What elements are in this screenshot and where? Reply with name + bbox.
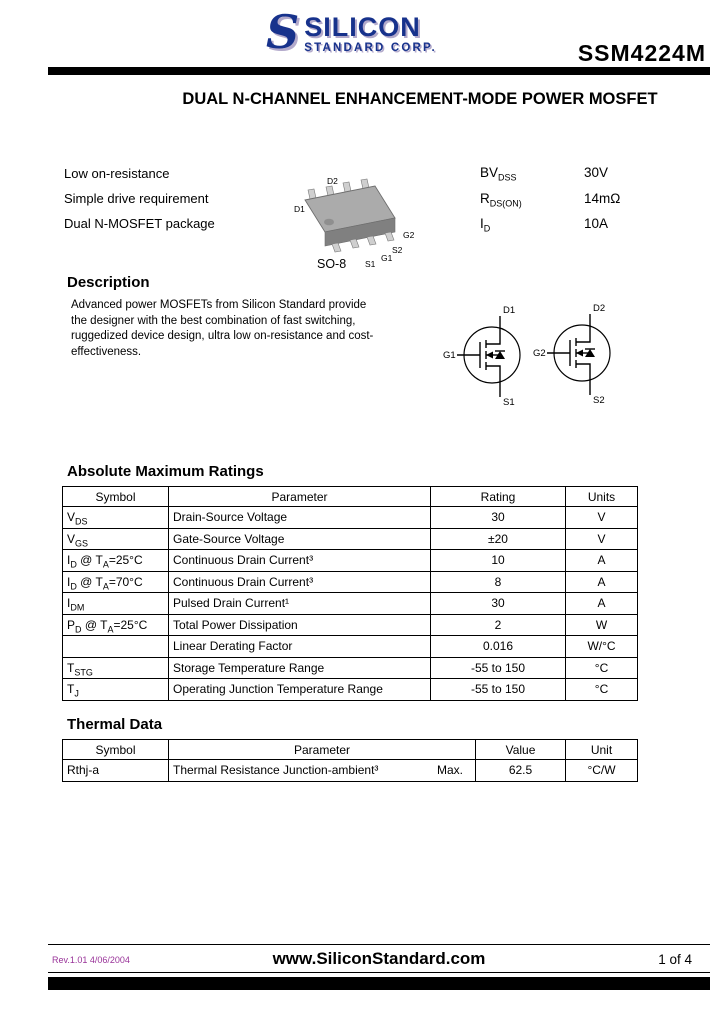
units-cell: A — [566, 550, 638, 572]
symbol-cell: $I_{DM}$ — [63, 593, 169, 615]
column-header-rating: Rating — [431, 487, 566, 507]
symbol-cell: $P_D$ @ $T_A=25^\circ C$ — [63, 614, 169, 636]
units-cell: V — [566, 507, 638, 529]
column-header-value: Value — [476, 740, 566, 760]
rating-cell: 0.016 — [431, 636, 566, 658]
spec-value: 14mΩ — [584, 190, 621, 206]
key-specs — [480, 165, 620, 242]
mosfet-drain-label: D1 — [503, 305, 516, 316]
symbol-cell: Rthj-a — [63, 760, 169, 782]
package-name-label: SO-8 — [317, 257, 347, 271]
spec-symbol-sub: D — [483, 223, 491, 234]
rating-cell: 30 — [431, 507, 566, 529]
units-cell: °C — [566, 657, 638, 679]
website-text: www.SiliconStandard.com — [272, 949, 486, 968]
table-header-row — [63, 487, 638, 507]
mosfet-source-label: S2 — [593, 395, 605, 406]
parameter-cell: Total Power Dissipation — [169, 614, 431, 636]
spec-symbol: $R_{DS(ON)}$ — [480, 190, 522, 209]
symbol-cell: $V_{DS}$ — [63, 507, 169, 529]
units-cell: °C — [566, 679, 638, 701]
rating-cell: -55 to 150 — [431, 657, 566, 679]
footer — [48, 944, 710, 973]
key-spec-row — [480, 191, 620, 207]
revision-text: Rev.1.01 4/06/2004 — [52, 955, 130, 965]
pin-label-g1: G1 — [381, 253, 393, 263]
symbol-cell: $I_D$ @ $T_A=70^\circ C$ — [63, 571, 169, 593]
thermal-row — [63, 760, 638, 782]
abs-max-heading: Absolute Maximum Ratings — [67, 463, 264, 480]
description-heading: Description — [67, 274, 150, 291]
parameter-cell: Continuous Drain Current³ — [169, 550, 431, 572]
mosfet-source-label: S1 — [503, 397, 515, 408]
pin-label-d2: D2 — [327, 176, 338, 186]
pin-label-d1: D1 — [294, 204, 305, 214]
units-cell: A — [566, 593, 638, 615]
mosfet-gate-label: G2 — [533, 348, 546, 359]
description-body: Advanced power MOSFETs from Silicon Standard provide the designer with the best combination of fast switching, ruggedized device design, ultra low on-resistance and cost-effectiveness. — [71, 299, 374, 358]
abs-max-row — [63, 636, 638, 658]
feature-item: Dual N-MOSFET package — [64, 216, 215, 231]
value-cell: 62.5 — [476, 760, 566, 782]
mosfet-symbol-1 — [442, 300, 542, 408]
thermal-data-table — [62, 739, 638, 782]
column-header-symbol: Symbol — [63, 740, 169, 760]
parameter-cell: Storage Temperature Range — [169, 657, 431, 679]
spec-symbol-sub: DSS — [498, 172, 517, 183]
mosfet-gate-label: G1 — [443, 350, 456, 361]
spec-value: 10A — [584, 216, 609, 231]
thermal-parameter: Thermal Resistance Junction-ambient³ — [173, 763, 379, 778]
units-cell: W/°C — [566, 636, 638, 658]
feature-item: Simple drive requirement — [64, 191, 209, 206]
logo-name: SILICON — [304, 12, 421, 42]
pin-label-g2: G2 — [403, 230, 415, 240]
unit-cell: °C/W — [566, 760, 638, 782]
symbol-cell: $T_{STG}$ — [63, 657, 169, 679]
thermal-heading: Thermal Data — [67, 716, 163, 733]
symbol-cell: $T_J$ — [63, 679, 169, 701]
abs-max-tbody — [63, 507, 638, 701]
spec-symbol: $I_D$ — [480, 216, 491, 234]
abs-max-row — [63, 657, 638, 679]
symbol-cell — [63, 636, 169, 658]
absolute-maximum-ratings-table — [62, 486, 638, 701]
parameter-cell: Operating Junction Temperature Range — [169, 679, 431, 701]
abs-max-row — [63, 571, 638, 593]
rating-cell: ±20 — [431, 528, 566, 550]
abs-max-row — [63, 507, 638, 529]
column-header-parameter: Parameter — [169, 487, 431, 507]
pin-label-s1: S1 — [365, 259, 376, 269]
rating-cell: -55 to 150 — [431, 679, 566, 701]
units-cell: A — [566, 571, 638, 593]
mosfet-symbol-2 — [532, 298, 632, 406]
parameter-cell: Gate-Source Voltage — [169, 528, 431, 550]
column-header-symbol: Symbol — [63, 487, 169, 507]
so8-package-image — [283, 170, 405, 262]
abs-max-row — [63, 593, 638, 615]
units-cell: W — [566, 614, 638, 636]
column-header-unit: Unit — [566, 740, 638, 760]
abs-max-row — [63, 528, 638, 550]
abs-max-row — [63, 614, 638, 636]
abs-max-row — [63, 679, 638, 701]
part-number: SSM4224M — [577, 40, 706, 66]
thermal-qualifier: Max. — [436, 763, 463, 778]
abs-max-row — [63, 550, 638, 572]
bottom-divider-rule — [48, 977, 710, 990]
rating-cell: 10 — [431, 550, 566, 572]
features-list — [64, 166, 215, 241]
rating-cell: 8 — [431, 571, 566, 593]
page-title: DUAL N-CHANNEL ENHANCEMENT-MODE POWER MOSFET — [182, 90, 658, 108]
parameter-cell: Linear Derating Factor — [169, 636, 431, 658]
page-number: 1 of 4 — [658, 952, 692, 967]
key-spec-row — [480, 216, 620, 232]
logo-subname: STANDARD CORP. — [304, 42, 437, 54]
parameter-cell — [169, 760, 476, 782]
symbol-cell: $V_{GS}$ — [63, 528, 169, 550]
spec-value: 30V — [584, 165, 609, 180]
silicon-logo-icon: S — [266, 5, 300, 59]
feature-item: Low on-resistance — [64, 166, 170, 181]
parameter-cell: Continuous Drain Current³ — [169, 571, 431, 593]
table-header-row — [63, 740, 638, 760]
column-header-units: Units — [566, 487, 638, 507]
units-cell: V — [566, 528, 638, 550]
parameter-cell: Drain-Source Voltage — [169, 507, 431, 529]
mosfet-drain-label: D2 — [593, 303, 606, 314]
spec-symbol-sub: DS(ON) — [489, 198, 522, 209]
rating-cell: 30 — [431, 593, 566, 615]
pin-label-s2: S2 — [392, 245, 403, 255]
symbol-cell: $I_D$ @ $T_A=25^\circ C$ — [63, 550, 169, 572]
parameter-cell: Pulsed Drain Current¹ — [169, 593, 431, 615]
rating-cell: 2 — [431, 614, 566, 636]
top-divider-rule — [48, 67, 710, 75]
column-header-parameter: Parameter — [169, 740, 476, 760]
silicon-standard-logo — [266, 5, 437, 59]
key-spec-row — [480, 165, 620, 181]
spec-symbol: $BV_{DSS}$ — [480, 165, 517, 183]
logo-text — [304, 10, 437, 55]
